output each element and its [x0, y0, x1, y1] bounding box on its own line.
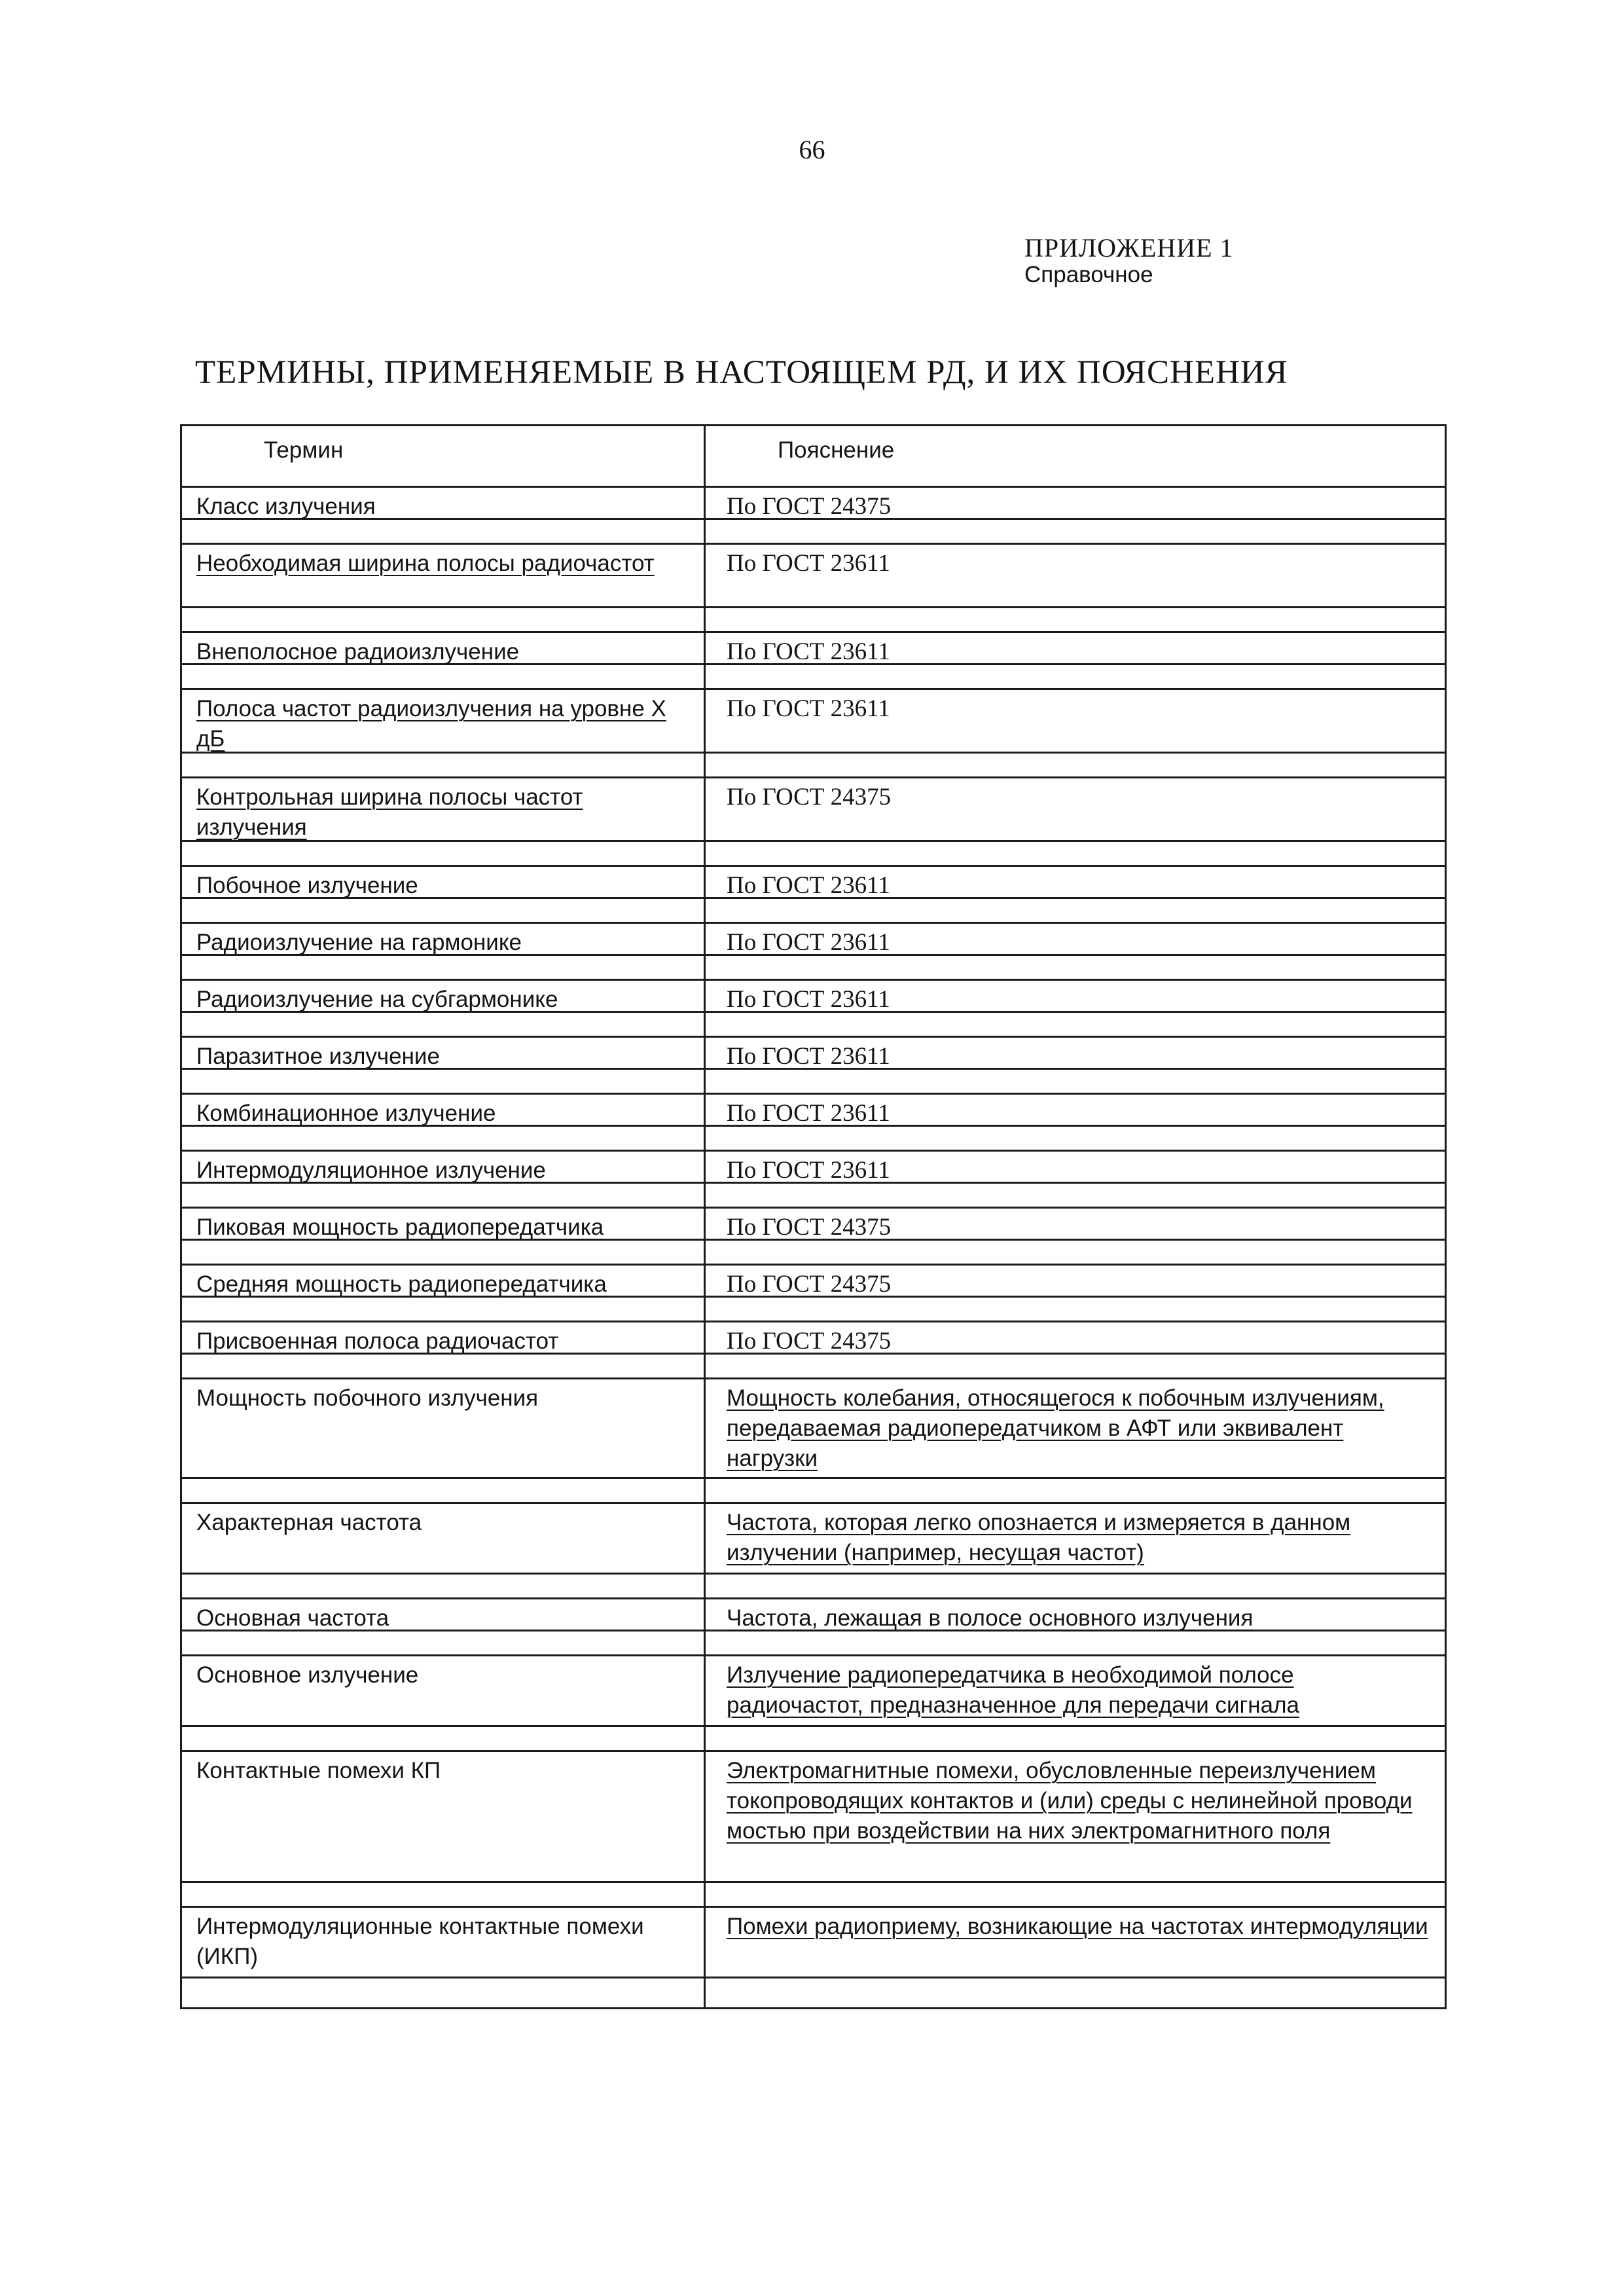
- explanation-cell: По ГОСТ 24375: [727, 1271, 892, 1298]
- spacer-row: [182, 1127, 1445, 1152]
- spacer-row: [182, 1013, 1445, 1038]
- term-text: Паразитное излучение: [196, 1044, 440, 1069]
- term-cell: [182, 1038, 706, 1068]
- term-text: Полоса частот радиоизлучения на уровне Х дБ: [196, 696, 666, 752]
- term-cell: [182, 778, 706, 840]
- term-text: Комбинационное излучение: [196, 1101, 496, 1126]
- table-row: [182, 1095, 1445, 1127]
- table-row: [182, 981, 1445, 1013]
- term-text: Класс излучения: [196, 494, 376, 519]
- spacer-row: [182, 1727, 1445, 1752]
- explanation-cell: [706, 1379, 1445, 1477]
- term-text: Интермодуляционное излучение: [196, 1157, 546, 1183]
- explanation-text: Электромагнитные помехи, обусловленные переизлучением токопроводящих контактов и (или) среды с нелинейной проводи мостью при воздействии на них электромагнитного поля: [727, 1758, 1413, 1844]
- table-row: [182, 1209, 1445, 1241]
- header-explanation: Пояснение: [778, 437, 895, 463]
- term-cell: [182, 1322, 706, 1353]
- spacer-row: [182, 1631, 1445, 1656]
- spacer-row: [182, 520, 1445, 545]
- table-row: [182, 545, 1445, 608]
- spacer-row: [182, 956, 1445, 981]
- spacer-row: [182, 1070, 1445, 1095]
- term-text: Средняя мощность радиопередатчика: [196, 1271, 607, 1297]
- explanation-cell: [706, 1504, 1445, 1573]
- term-text: Побочное излучение: [196, 873, 418, 898]
- term-cell: [182, 545, 706, 606]
- table-row: [182, 1752, 1445, 1883]
- spacer-row: [182, 1355, 1445, 1379]
- spacer-row: [182, 842, 1445, 867]
- term-cell: [182, 981, 706, 1011]
- term-text: Пиковая мощность радиопередатчика: [196, 1214, 604, 1240]
- spacer-row: [182, 1479, 1445, 1504]
- spacer-row: [182, 899, 1445, 924]
- explanation-cell: По ГОСТ 23611: [727, 550, 890, 577]
- table-row: [182, 1152, 1445, 1184]
- table-row: [182, 1656, 1445, 1727]
- spacer-row: [182, 1883, 1445, 1908]
- term-cell: [182, 488, 706, 518]
- explanation-cell: По ГОСТ 23611: [727, 638, 890, 665]
- header-term: Термин: [182, 426, 706, 486]
- table-row: [182, 690, 1445, 754]
- explanation-cell: По ГОСТ 23611: [727, 1043, 890, 1070]
- term-cell: [182, 1095, 706, 1125]
- document-title: ТЕРМИНЫ, ПРИМЕНЯЕМЫЕ В НАСТОЯЩЕМ РД, И ИХ ПОЯСНЕНИЯ: [195, 354, 1288, 391]
- explanation-cell: По ГОСТ 24375: [727, 1328, 892, 1355]
- explanation-cell: По ГОСТ 23611: [727, 1157, 890, 1184]
- term-cell: [182, 924, 706, 954]
- explanation-cell: По ГОСТ 23611: [727, 929, 890, 956]
- term-cell: Мощность побочного излучения: [182, 1379, 706, 1477]
- term-cell: Характерная частота: [182, 1504, 706, 1573]
- explanation-cell: По ГОСТ 24375: [727, 1214, 892, 1241]
- term-cell: [182, 1209, 706, 1239]
- explanation-text: Частота, лежащая в полосе основного излучения: [727, 1605, 1254, 1631]
- explanation-cell: [706, 1908, 1445, 1977]
- term-text: Радиоизлучение на субгармонике: [196, 987, 558, 1012]
- explanation-cell: [706, 1599, 1445, 1630]
- term-cell: Интермодуляционные контактные помехи (ИКП): [182, 1908, 706, 1977]
- spacer-row: [182, 1241, 1445, 1266]
- table-row: [182, 1908, 1445, 1978]
- table-row: [182, 1038, 1445, 1070]
- spacer-row: [182, 754, 1445, 778]
- page-number: 66: [799, 135, 825, 164]
- table-row: [182, 1599, 1445, 1631]
- term-cell: Основная частота: [182, 1599, 706, 1630]
- spacer-row: [182, 1298, 1445, 1322]
- spacer-row: [182, 1184, 1445, 1209]
- term-text: Необходимая ширина полосы радиочастот: [196, 551, 655, 576]
- explanation-cell: По ГОСТ 23611: [727, 872, 890, 899]
- table-row: [182, 488, 1445, 520]
- term-text: Контрольная ширина полосы частот излучения: [196, 784, 583, 840]
- term-cell: [182, 1266, 706, 1296]
- term-cell: [182, 867, 706, 897]
- term-cell: [182, 690, 706, 752]
- explanation-cell: По ГОСТ 24375: [727, 784, 892, 811]
- appendix-note: Справочное: [1024, 262, 1153, 287]
- explanation-cell: [706, 1752, 1445, 1881]
- explanation-text: Мощность колебания, относящегося к побочным излучениям, передаваемая радиопередатчиком в АФТ или эквивалент нагрузки: [727, 1385, 1384, 1471]
- table-row: [182, 1266, 1445, 1298]
- term-cell: [182, 633, 706, 663]
- table-header: [182, 426, 1445, 488]
- appendix-label: ПРИЛОЖЕНИЕ 1: [1024, 233, 1234, 263]
- table-row: [182, 1379, 1445, 1479]
- explanation-cell: По ГОСТ 23611: [727, 695, 890, 722]
- table-row: [182, 778, 1445, 842]
- explanation-cell: По ГОСТ 24375: [727, 493, 892, 520]
- explanation-text: Частота, которая легко опознается и измеряется в данном излучении (например, несущая частот): [727, 1510, 1351, 1565]
- explanation-cell: [706, 1656, 1445, 1725]
- table-row: [182, 1504, 1445, 1575]
- term-text: Внеполосное радиоизлучение: [196, 639, 520, 665]
- term-text: Присвоенная полоса радиочастот: [196, 1328, 559, 1354]
- term-text: Радиоизлучение на гармонике: [196, 930, 522, 955]
- explanation-cell: По ГОСТ 23611: [727, 1100, 890, 1127]
- table-row: [182, 633, 1445, 665]
- table-row: [182, 1322, 1445, 1355]
- explanation-text: Помехи радиоприему, возникающие на частотах интермодуляции: [727, 1914, 1428, 1939]
- term-cell: Контактные помехи КП: [182, 1752, 706, 1881]
- explanation-text: Излучение радиопередатчика в необходимой полосе радиочастот, предназначенное для передачи сигнала: [727, 1662, 1299, 1718]
- spacer-row: [182, 665, 1445, 690]
- explanation-cell: По ГОСТ 23611: [727, 986, 890, 1013]
- table-row: [182, 924, 1445, 956]
- spacer-row: [182, 1978, 1445, 2007]
- term-cell: [182, 1152, 706, 1182]
- term-cell: Основное излучение: [182, 1656, 706, 1725]
- spacer-row: [182, 608, 1445, 633]
- spacer-row: [182, 1575, 1445, 1599]
- terms-table: [180, 424, 1447, 2009]
- table-row: [182, 867, 1445, 899]
